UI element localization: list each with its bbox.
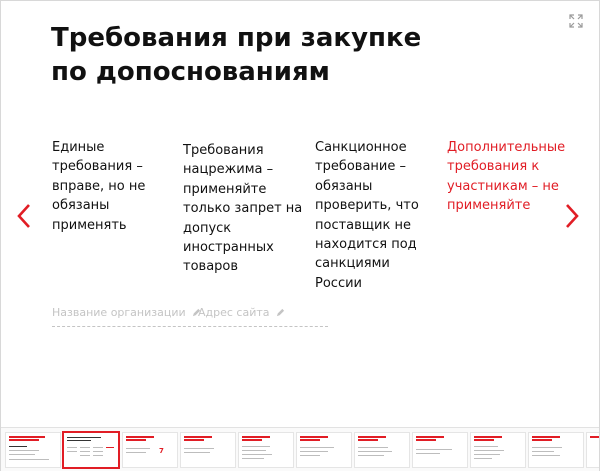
chevron-right-icon[interactable] — [562, 201, 582, 231]
requirement-additional: Дополнительные требования к участникам – не применяйте — [447, 140, 566, 214]
slide-thumbnail[interactable] — [412, 432, 468, 468]
slide-title: Требования при закупке по допоснованиям — [51, 23, 422, 87]
slide-thumbnail[interactable] — [296, 432, 352, 468]
organization-name-label: Название организации — [52, 306, 186, 319]
slide-thumbnail[interactable] — [354, 432, 410, 468]
organization-name-field[interactable] — [52, 306, 201, 327]
requirement-unified: Единые требования – вправе, но не обязаны применять — [52, 140, 146, 233]
slide-thumbnail[interactable] — [528, 432, 584, 468]
slide — [1, 1, 599, 427]
site-address-field[interactable] — [198, 306, 328, 327]
chevron-left-icon[interactable] — [14, 201, 34, 231]
pencil-icon — [276, 308, 285, 317]
slide-thumbnail[interactable] — [180, 432, 236, 468]
requirement-sanctions: Санкционное требование – обязаны проверить, что поставщик не находится под санкциями России — [315, 140, 419, 291]
thumbnail-strip — [1, 427, 599, 471]
slide-thumbnail[interactable]: 7 — [122, 432, 178, 468]
slide-thumbnail[interactable] — [238, 432, 294, 468]
fullscreen-icon[interactable] — [568, 13, 584, 29]
slide-thumbnail[interactable] — [470, 432, 526, 468]
slide-thumbnail[interactable] — [586, 432, 599, 468]
site-address-label: Адрес сайта — [198, 306, 270, 319]
slide-thumbnail[interactable] — [62, 431, 120, 469]
slide-thumbnail[interactable] — [5, 432, 61, 468]
requirement-national-regime: Требования нацрежима – применяйте только запрет на допуск иностранных товаров — [183, 143, 303, 275]
